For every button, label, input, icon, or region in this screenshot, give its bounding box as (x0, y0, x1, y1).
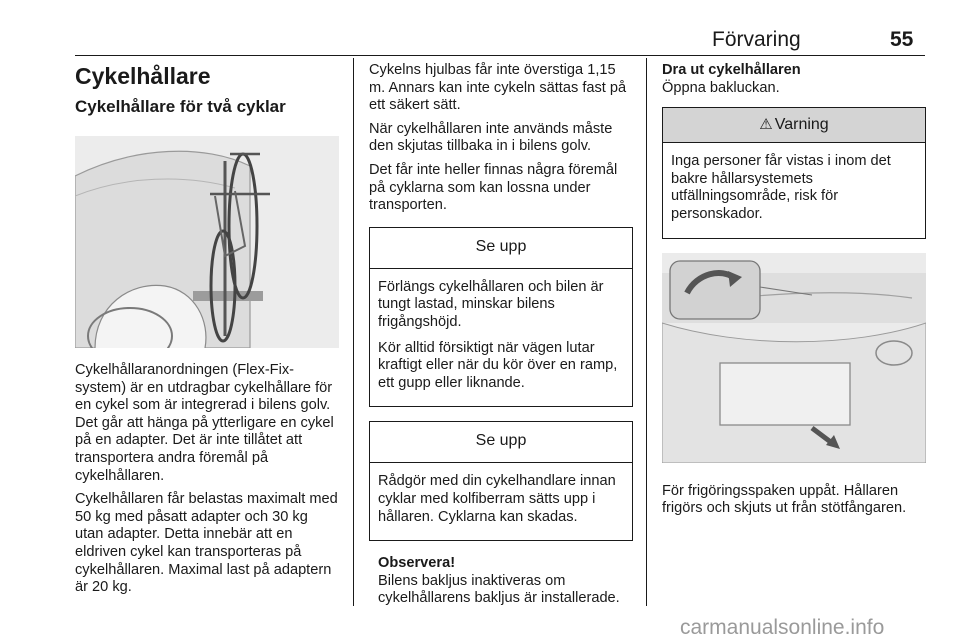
warning-triangle-icon: ⚠ (759, 116, 773, 134)
section-title: Förvaring (712, 28, 801, 51)
column-divider-2 (646, 58, 647, 606)
watermark: carmanualsonline.info (680, 616, 885, 639)
note-title: Observera! (378, 555, 456, 572)
load-paragraph: Cykelhållaren får belastas maximalt med 50 kg med påsatt adapter och 30 kg utan adapter. Detta innebär att en eldriven cykel kan transporteras på cykelhållaren. Maximal last på adaptern är 20 kg. (75, 491, 338, 596)
loose-objects-paragraph: Det får inte heller finnas några föremål på cyklarna som kan lossna under transporten. (369, 161, 618, 214)
caution-text: Rådgör med din cykelhandlare innan cyklar med kolfiberram sätts upp i hållaren. Cyklarna kan skadas. (378, 473, 616, 525)
caution-text: Förlängs cykelhållaren och bilen är tungt lastad, minskar bilens frigångshöjd. (378, 278, 604, 330)
sub-heading: Cykelhållare för två cyklar (75, 97, 286, 116)
note-text: Bilens bakljus inaktiveras om cykelhållarens bakljus är installerade. (378, 572, 620, 607)
caution-box-2 (369, 421, 633, 541)
warning-header (663, 108, 925, 143)
column-divider-1 (353, 58, 354, 606)
intro-paragraph: Cykelhållaranordningen (Flex-Fix-system) är en utdragbar cykelhållare för en cykel som är integrerad i bilens golv. Det går att hänga på ytterligare en cykel på en adapter. Det är inte tillåtet att transportera andra föremål på cykelhållaren. (75, 362, 334, 484)
column-3 (662, 62, 926, 524)
note-block (378, 555, 633, 608)
column-2 (369, 62, 633, 614)
retract-paragraph: När cykelhållaren inte används måste den skjutas tillbaka in i bilens golv. (369, 120, 613, 155)
procedure-intro: Öppna bakluckan. (662, 79, 780, 96)
column-1 (75, 62, 339, 603)
caution-text: Kör alltid försiktigt när vägen lutar kraftigt eller när du kör över en ramp, ett gupp eller liknande. (378, 339, 618, 391)
header-rule (75, 55, 925, 56)
warning-box (662, 107, 926, 238)
bike-carrier-illustration (75, 136, 339, 348)
caution-title: Se upp (370, 422, 632, 463)
page-number: 55 (890, 28, 914, 51)
caution-box-1 (369, 227, 633, 408)
release-lever-illustration (662, 253, 926, 463)
page-heading: Cykelhållare (75, 63, 211, 89)
caution-title: Se upp (370, 228, 632, 269)
warning-title: Varning (774, 116, 829, 134)
figure-caption: För frigöringsspaken uppåt. Hållaren frigörs och skjuts ut från stötfångaren. (662, 482, 907, 517)
warning-text: Inga personer får vistas i inom det bakre hållarsystemets utfällningsområde, risk för personskador. (671, 153, 891, 222)
procedure-heading: Dra ut cykelhållaren (662, 62, 801, 78)
wheelbase-paragraph: Cykelns hjulbas får inte överstiga 1,15 m. Annars kan inte cykeln sättas fast på ett säkert sätt. (369, 62, 627, 114)
